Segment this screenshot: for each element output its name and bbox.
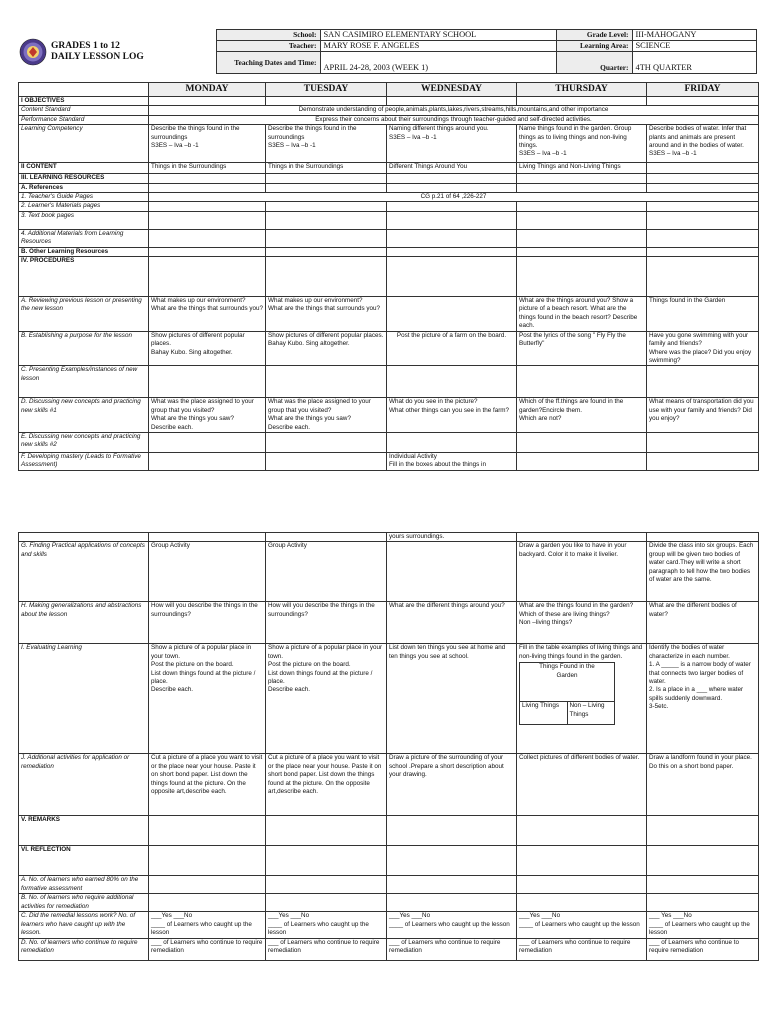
row-cell <box>517 432 647 452</box>
table-row <box>19 106 759 115</box>
table-row <box>19 97 759 106</box>
row-cell: ___Yes ___No ____ of Learners who caught up the lesson <box>517 912 647 938</box>
row-cell <box>149 816 266 846</box>
row-cell: Living Things and Non-Living Things <box>517 163 647 174</box>
row-cell <box>387 846 517 876</box>
header-table <box>16 29 757 74</box>
table-row <box>19 211 759 229</box>
quarter-value: 4TH QUARTER <box>632 52 756 74</box>
row-cell: What makes up our environment? What are the things that surrounds you? <box>266 297 387 332</box>
inner-table-title: Things Found in the Garden <box>520 663 615 702</box>
row-label: I. Evaluating Learning <box>19 644 149 754</box>
row-cell <box>517 876 647 894</box>
row-cell <box>387 247 517 256</box>
row-cell: Which of the ff.things are found in the garden?Encircle them. Which are not? <box>517 398 647 433</box>
row-cell <box>387 183 517 192</box>
row-cell <box>647 163 759 174</box>
row-cell <box>647 183 759 192</box>
row-span-cell: Demonstrate understanding of people,animals,plants,lakes,rivers,streams,hills,mountains,and other importance <box>149 106 759 115</box>
row-cell: Post the picture of a farm on the board. <box>387 331 517 366</box>
table-row <box>19 754 759 816</box>
dates-label: Teaching Dates and Time: <box>216 52 320 74</box>
row-label: E. Discussing new concepts and practicing new skills #2 <box>19 432 149 452</box>
row-cell: Group Activity <box>266 542 387 602</box>
row-cell: Describe the things found in the surroundings S3ES – Iva –b -1 <box>266 125 387 163</box>
row-label: F. Developing mastery (Leads to Formative Assessment) <box>19 452 149 470</box>
row-cell <box>387 202 517 211</box>
row-label: A. No. of learners who earned 80% on the formative assessment <box>19 876 149 894</box>
table-row <box>19 331 759 366</box>
row-span-cell: Express their concerns about their surroundings through teacher-guided and self-directed activities. <box>149 115 759 124</box>
row-cell <box>517 366 647 398</box>
row-cell <box>149 257 266 297</box>
row-cell <box>266 247 387 256</box>
table-row <box>19 432 759 452</box>
row-cell <box>517 247 647 256</box>
row-cell <box>387 542 517 602</box>
row-label: Learning Competency <box>19 125 149 163</box>
continued-wed-cell <box>387 533 517 542</box>
row-cell <box>647 816 759 846</box>
row-label: Performance Standard <box>19 115 149 124</box>
row-cell: Describe bodies of water. Infer that plants and animals are present around and in the bodies of water. S3ES – Iva –b -1 <box>647 125 759 163</box>
living-things-table <box>519 662 615 725</box>
row-cell <box>149 97 266 106</box>
row-cell <box>647 247 759 256</box>
row-cell: Cut a picture of a place you want to visit or the place near your house. Paste it on short bond paper. List down the things found at the picture. On the opposite art,describe each. <box>149 754 266 816</box>
row-cell: Draw a landform found in your place. Do this on a short bond paper. <box>647 754 759 816</box>
table-row <box>19 174 759 183</box>
row-cell: What means of transportation did you use with your family and friends? Did you enjoy? <box>647 398 759 433</box>
row-cell: What are the things around you? Show a picture of a beach resort. What are the things found in the beach resort? Describe each. <box>517 297 647 332</box>
table-row <box>19 366 759 398</box>
row-cell <box>517 816 647 846</box>
row-label: IV. PROCEDURES <box>19 257 149 297</box>
row-cell <box>647 876 759 894</box>
row-cell <box>517 174 647 183</box>
row-label: Content Standard <box>19 106 149 115</box>
continued-cell <box>266 533 387 542</box>
row-cell: ___ of Learners who continue to require remediation <box>266 938 387 960</box>
row-cell: What makes up our environment? What are the things that surrounds you? <box>149 297 266 332</box>
row-cell: Fill in the table examples of living things and non-living things found in the garden. Things Found in the Garden Living Things Non – Living Things <box>517 644 647 754</box>
row-cell <box>266 876 387 894</box>
continued-cell <box>647 533 759 542</box>
header-logo-cell <box>16 30 216 74</box>
row-cell: How will you describe the things in the surroundings? <box>266 602 387 644</box>
day-header: MONDAY <box>149 83 266 97</box>
row-cell <box>266 257 387 297</box>
row-label: III. LEARNING RESOURCES <box>19 174 149 183</box>
row-label: B. Establishing a purpose for the lesson <box>19 331 149 366</box>
table-row <box>19 193 759 202</box>
row-cell <box>266 229 387 247</box>
row-cell <box>517 846 647 876</box>
day-header: TUESDAY <box>266 83 387 97</box>
row-label: VI. REFLECTION <box>19 846 149 876</box>
row-cell <box>517 229 647 247</box>
table-row <box>19 938 759 960</box>
row-cell: Collect pictures of different bodies of water. <box>517 754 647 816</box>
row-cell <box>266 894 387 912</box>
row-cell: Show pictures of different popular places. Bahay Kubo. Sing altogether. <box>266 331 387 366</box>
grade-label: Grade Level: <box>556 30 632 41</box>
row-cell: Things in the Surroundings <box>149 163 266 174</box>
row-cell <box>647 366 759 398</box>
row-label: G. Finding Practical applications of concepts and skills <box>19 542 149 602</box>
row-cell: Things in the Surroundings <box>266 163 387 174</box>
day-header: THURSDAY <box>517 83 647 97</box>
day-header: FRIDAY <box>647 83 759 97</box>
continued-text: yours surroundings. <box>389 533 445 540</box>
row-label: I OBJECTIVES <box>19 97 149 106</box>
row-cell <box>149 366 266 398</box>
inner-table-row <box>520 663 615 702</box>
row-cell <box>647 202 759 211</box>
row-cell <box>149 894 266 912</box>
table-row <box>19 816 759 846</box>
row-cell <box>647 894 759 912</box>
row-cell <box>517 894 647 912</box>
row-cell <box>387 297 517 332</box>
row-label: 4. Additional Materials from Learning Resources <box>19 229 149 247</box>
row-cell <box>149 202 266 211</box>
row-label: C. Presenting Examples/instances of new lesson <box>19 366 149 398</box>
lesson-plan-table <box>18 82 759 471</box>
row-cell <box>149 247 266 256</box>
row-cell: Things found in the Garden <box>647 297 759 332</box>
row-cell: What are the things found in the garden? Which of these are living things? Non –living things? <box>517 602 647 644</box>
row-cell: ___ of Learners who continue to require remediation <box>517 938 647 960</box>
row-cell: ___ Yes ___No ____ of Learners who caught up the lesson <box>647 912 759 938</box>
row-cell <box>517 97 647 106</box>
row-cell <box>647 846 759 876</box>
row-label: B. Other Learning Resources <box>19 247 149 256</box>
row-label: H. Making generalizations and abstractions about the lesson <box>19 602 149 644</box>
row-cell: ___Yes ___No ____ of Learners who caught up the lesson <box>387 912 517 938</box>
continued-label-cell <box>19 533 149 542</box>
row-cell <box>517 452 647 470</box>
row-label: D. No. of learners who continue to require remediation <box>19 938 149 960</box>
row-cell: Naming different things around you. S3ES – Iva –b -1 <box>387 125 517 163</box>
row-cell <box>517 183 647 192</box>
row-cell <box>387 432 517 452</box>
row-cell <box>149 229 266 247</box>
row-cell: Different Things Around You <box>387 163 517 174</box>
row-label: A. References <box>19 183 149 192</box>
row-cell <box>387 174 517 183</box>
row-cell <box>387 97 517 106</box>
row-label: D. Discussing new concepts and practicing new skills #1 <box>19 398 149 433</box>
day-header: WEDNESDAY <box>387 83 517 97</box>
row-cell: Divide the class into six groups. Each group will be given two bodies of water card.They will write a short paragraph to tell how the two bodies of water are the same. <box>647 542 759 602</box>
teacher-value: MARY ROSE F. ANGELES <box>320 41 556 52</box>
row-cell: ___Yes ___No ____ of Learners who caught up the lesson <box>266 912 387 938</box>
table-row <box>19 115 759 124</box>
row-cell <box>387 816 517 846</box>
row-label: C. Did the remedial lessons work? No. of learners who have caught up with the lesson. <box>19 912 149 938</box>
row-cell <box>517 211 647 229</box>
school-label: School: <box>216 30 320 41</box>
row-cell <box>387 894 517 912</box>
living-things-header: Living Things <box>520 702 568 725</box>
table-row <box>19 398 759 433</box>
row-cell <box>387 366 517 398</box>
table-row <box>19 876 759 894</box>
row-cell: Show a picture of a popular place in your town. Post the picture on the board. List down things found at the picture / place. Describe each. <box>149 644 266 754</box>
row-cell <box>387 229 517 247</box>
row-cell: Show a picture of a popular place in your town. Post the picture on the board. List down things found at the picture / place. Describe each. <box>266 644 387 754</box>
row-label: II CONTENT <box>19 163 149 174</box>
row-cell <box>266 174 387 183</box>
table-row <box>19 644 759 754</box>
table-row <box>19 846 759 876</box>
table-row <box>19 602 759 644</box>
row-cell: Draw a garden you like to have in your backyard. Color it to make it livelier. <box>517 542 647 602</box>
row-cell: Draw a picture of the surrounding of your school .Prepare a short description about your drawing. <box>387 754 517 816</box>
row-cell <box>647 97 759 106</box>
row-label: J. Additional activities for application or remediation <box>19 754 149 816</box>
lesson-plan-table-continued <box>18 532 759 961</box>
row-cell: What was the place assigned to your group that you visited? What are the things you saw? Describe each. <box>266 398 387 433</box>
row-cell: Name things found in the garden. Group things as to living things and non-living things. S3ES – Iva –b -1 <box>517 125 647 163</box>
row-cell <box>266 846 387 876</box>
row-cell <box>647 432 759 452</box>
row-cell: Show pictures of different popular places. Bahay Kubo. Sing altogether. <box>149 331 266 366</box>
row-cell <box>266 202 387 211</box>
table-row <box>19 912 759 938</box>
row-cell <box>387 876 517 894</box>
row-cell: What are the different bodies of water? <box>647 602 759 644</box>
row-cell <box>266 452 387 470</box>
row-label: 3. Text book pages <box>19 211 149 229</box>
row-label: A. Reviewing previous lesson or presenting the new lesson <box>19 297 149 332</box>
continued-cell <box>149 533 266 542</box>
grade-value: III-MAHOGANY <box>632 30 756 41</box>
inner-table-row <box>520 702 615 725</box>
row-cell: What are the different things around you? <box>387 602 517 644</box>
continued-cell <box>517 533 647 542</box>
row-cell: How will you describe the things in the surroundings? <box>149 602 266 644</box>
row-cell <box>387 211 517 229</box>
row-cell: List down ten things you see at home and ten things you see at school. <box>387 644 517 754</box>
row-cell <box>266 211 387 229</box>
table-row <box>19 297 759 332</box>
row-label: B. No. of learners who require additional activities for remediation <box>19 894 149 912</box>
table-row <box>19 229 759 247</box>
row-cell <box>149 432 266 452</box>
row-cell <box>149 846 266 876</box>
row-cell <box>647 174 759 183</box>
table-row <box>19 542 759 602</box>
row-cell: ___ of Learners who continue to require remediation <box>149 938 266 960</box>
row-cell <box>517 202 647 211</box>
quarter-label: Quarter: <box>556 52 632 74</box>
row-cell: Post the lyrics of the song " Fly Fly the Butterfly" <box>517 331 647 366</box>
row-cell: ___ of Learners who continue to require remediation <box>387 938 517 960</box>
non-living-things-header: Non – Living Things <box>567 702 615 725</box>
table-row <box>19 202 759 211</box>
title-line-1: GRADES 1 to 12 <box>51 40 120 51</box>
table-row <box>19 183 759 192</box>
row-cell: Individual Activity Fill in the boxes about the things in <box>387 452 517 470</box>
row-cell <box>149 183 266 192</box>
table-row <box>19 163 759 174</box>
row-cell <box>517 257 647 297</box>
row-label: 2. Learner's Materials pages <box>19 202 149 211</box>
row-cell <box>647 211 759 229</box>
row-cell <box>266 432 387 452</box>
table-row <box>19 257 759 297</box>
row-cell <box>647 257 759 297</box>
table-row <box>19 125 759 163</box>
row-cell: Have you gone swimming with your family and friends? Where was the place? Did you enjoy swimming? <box>647 331 759 366</box>
row-cell: ___Yes ___No ____ of Learners who caught up the lesson <box>149 912 266 938</box>
row-span-cell: CG p.21 of 64 ,226-227 <box>149 193 759 202</box>
table-row <box>19 247 759 256</box>
row-cell <box>149 876 266 894</box>
deped-seal-icon <box>19 38 47 66</box>
row-cell <box>387 257 517 297</box>
day-header-blank <box>19 83 149 97</box>
row-cell: Cut a picture of a place you want to visit or the place near your house. Paste it on short bond paper. List down the things found at the picture. On the opposite art,describe each. <box>266 754 387 816</box>
title-line-2: DAILY LESSON LOG <box>51 51 144 62</box>
area-value: SCIENCE <box>632 41 756 52</box>
row-cell: ___ of Learners who continue to require remediation <box>647 938 759 960</box>
teacher-label: Teacher: <box>216 41 320 52</box>
row-cell <box>266 366 387 398</box>
row-cell <box>647 452 759 470</box>
school-value: SAN CASIMIRO ELEMENTARY SCHOOL <box>320 30 556 41</box>
row-cell: Describe the things found in the surroundings S3ES – Iva –b -1 <box>149 125 266 163</box>
area-label: Learning Area: <box>556 41 632 52</box>
row-cell <box>266 97 387 106</box>
row-cell: Group Activity <box>149 542 266 602</box>
row-cell: What do you see in the picture? What other things can you see in the farm? <box>387 398 517 433</box>
row-cell <box>266 183 387 192</box>
row-cell: What was the place assigned to your group that you visited? What are the things you saw? Describe each. <box>149 398 266 433</box>
row-label: 1. Teacher's Guide Pages <box>19 193 149 202</box>
table-row <box>19 894 759 912</box>
row-label: V. REMARKS <box>19 816 149 846</box>
table-row <box>19 452 759 470</box>
row-cell <box>266 816 387 846</box>
row-cell <box>149 452 266 470</box>
row-cell <box>149 211 266 229</box>
row-cell <box>149 174 266 183</box>
row-cell: Identify the bodies of water characterize in each number. 1. A _____ is a narrow body of water that connects two larger bodies of water. 2. Is a place in a ___ where water spills suddenly downward. 3-5etc. <box>647 644 759 754</box>
dates-value: APRIL 24-28, 2003 (WEEK 1) <box>320 52 556 74</box>
row-cell <box>647 229 759 247</box>
